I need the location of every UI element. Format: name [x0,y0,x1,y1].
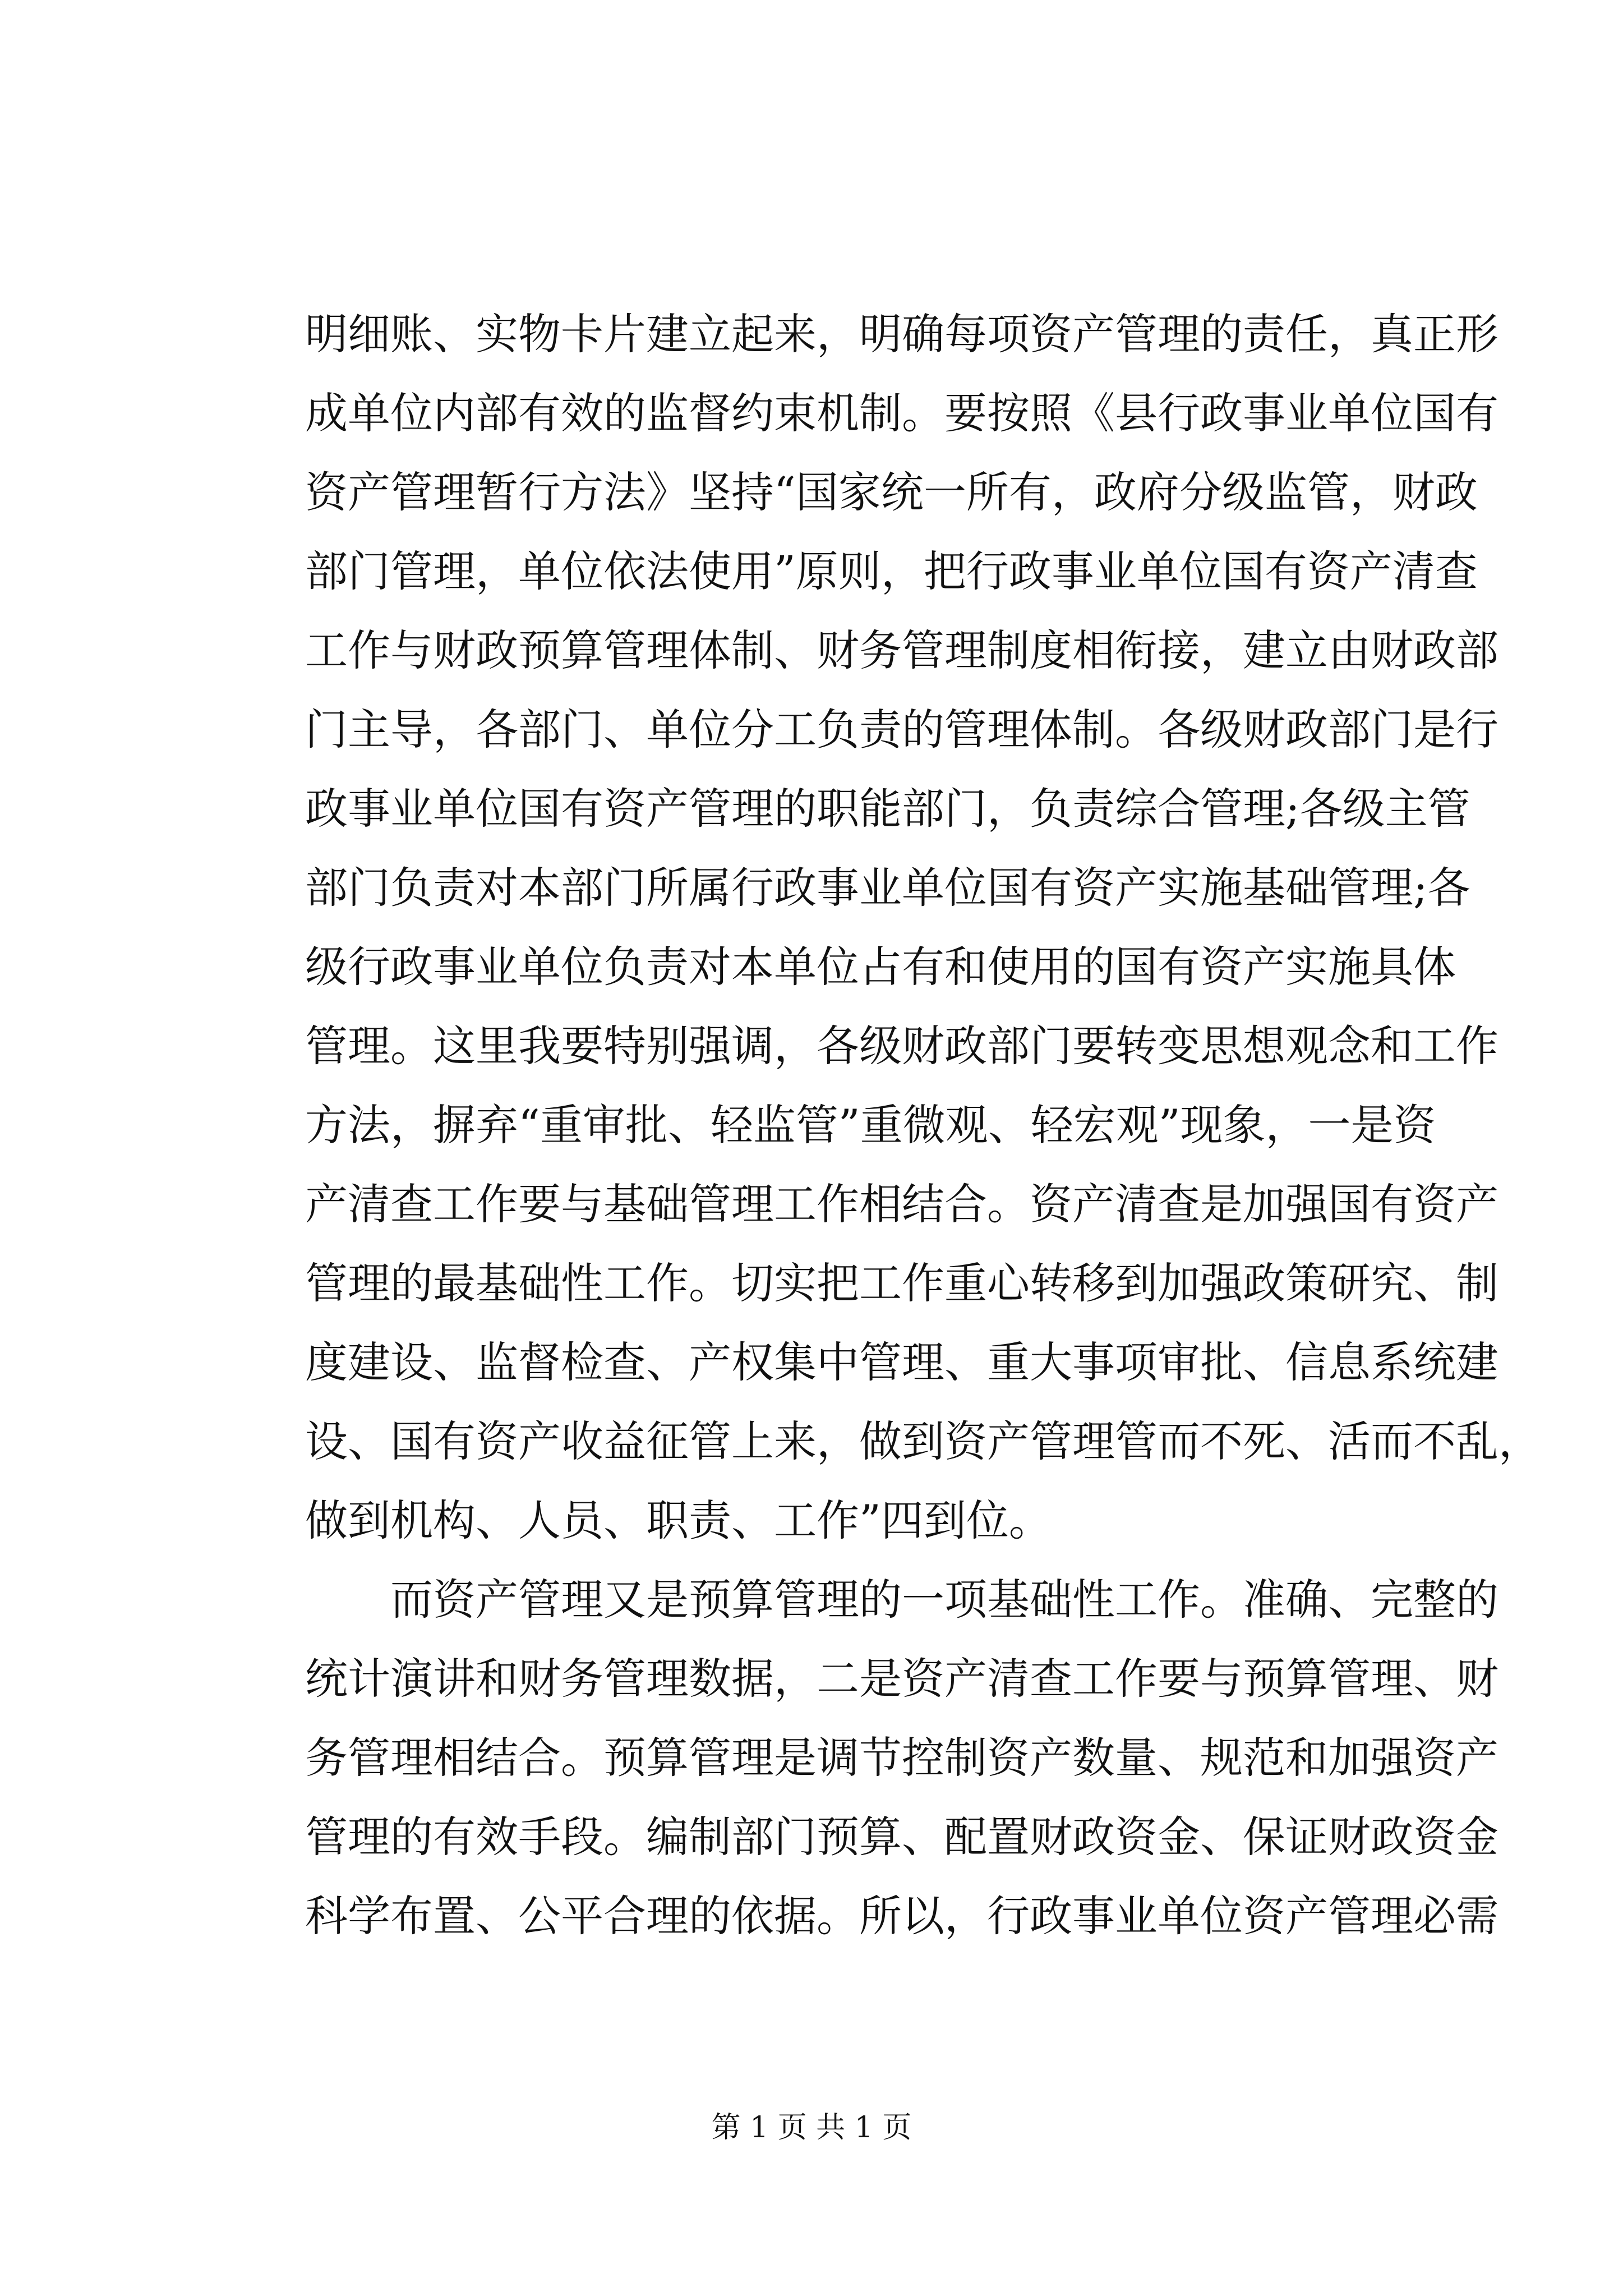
text-line: 设、国有资产收益征管上来，做到资产管理管而不死、活而不乱， [305,1416,1541,1466]
text-line: 产清查工作要与基础管理工作相结合。资产清查是加强国有资产 [305,1179,1498,1229]
text-line: 管理的有效手段。编制部门预算、配置财政资金、保证财政资金 [305,1812,1498,1862]
text-line: 管理。这里我要特别强调，各级财政部门要转变思想观念和工作 [305,1021,1498,1071]
document-body [305,295,1541,1955]
text-line: 度建设、监督检查、产权集中管理、重大事项审批、信息系统建 [305,1337,1498,1387]
text-line: 成单位内部有效的监督约束机制。要按照《县行政事业单位国有 [305,388,1498,438]
text-line: 科学布置、公平合理的依据。所以，行政事业单位资产管理必需 [305,1891,1498,1941]
text-line: 部门负责对本部门所属行政事业单位国有资产实施基础管理;各 [305,863,1470,913]
text-line: 工作与财政预算管理体制、财务管理制度相衔接，建立由财政部 [305,625,1498,675]
text-line: 方法，摒弃“重审批、轻监管”重微观、轻宏观”现象，一是资 [305,1100,1436,1150]
text-line: 门主导，各部门、单位分工负责的管理体制。各级财政部门是行 [305,705,1498,754]
text-line: 务管理相结合。预算管理是调节控制资产数量、规范和加强资产 [305,1733,1498,1783]
page-footer: 第 1 页 共 1 页 [711,2111,912,2145]
text-line: 统计演讲和财务管理数据，二是资产清查工作要与预算管理、财 [305,1654,1498,1704]
text-line: 部门管理，单位依法使用”原则，把行政事业单位国有资产清查 [305,546,1478,596]
text-line: 资产管理暂行方法》坚持“国家统一所有，政府分级监管，财政 [305,467,1478,517]
text-line: 级行政事业单位负责对本单位占有和使用的国有资产实施具体 [305,942,1456,992]
text-line: 管理的最基础性工作。切实把工作重心转移到加强政策研究、制 [305,1258,1498,1308]
text-line: 政事业单位国有资产管理的职能部门，负责综合管理;各级主管 [305,784,1470,834]
text-line: 而资产管理又是预算管理的一项基础性工作。准确、完整的 [390,1575,1498,1625]
text-line: 做到机构、人员、职责、工作”四到位。 [305,1496,1052,1545]
text-line: 明细账、实物卡片建立起来，明确每项资产管理的责任，真正形 [305,309,1498,359]
